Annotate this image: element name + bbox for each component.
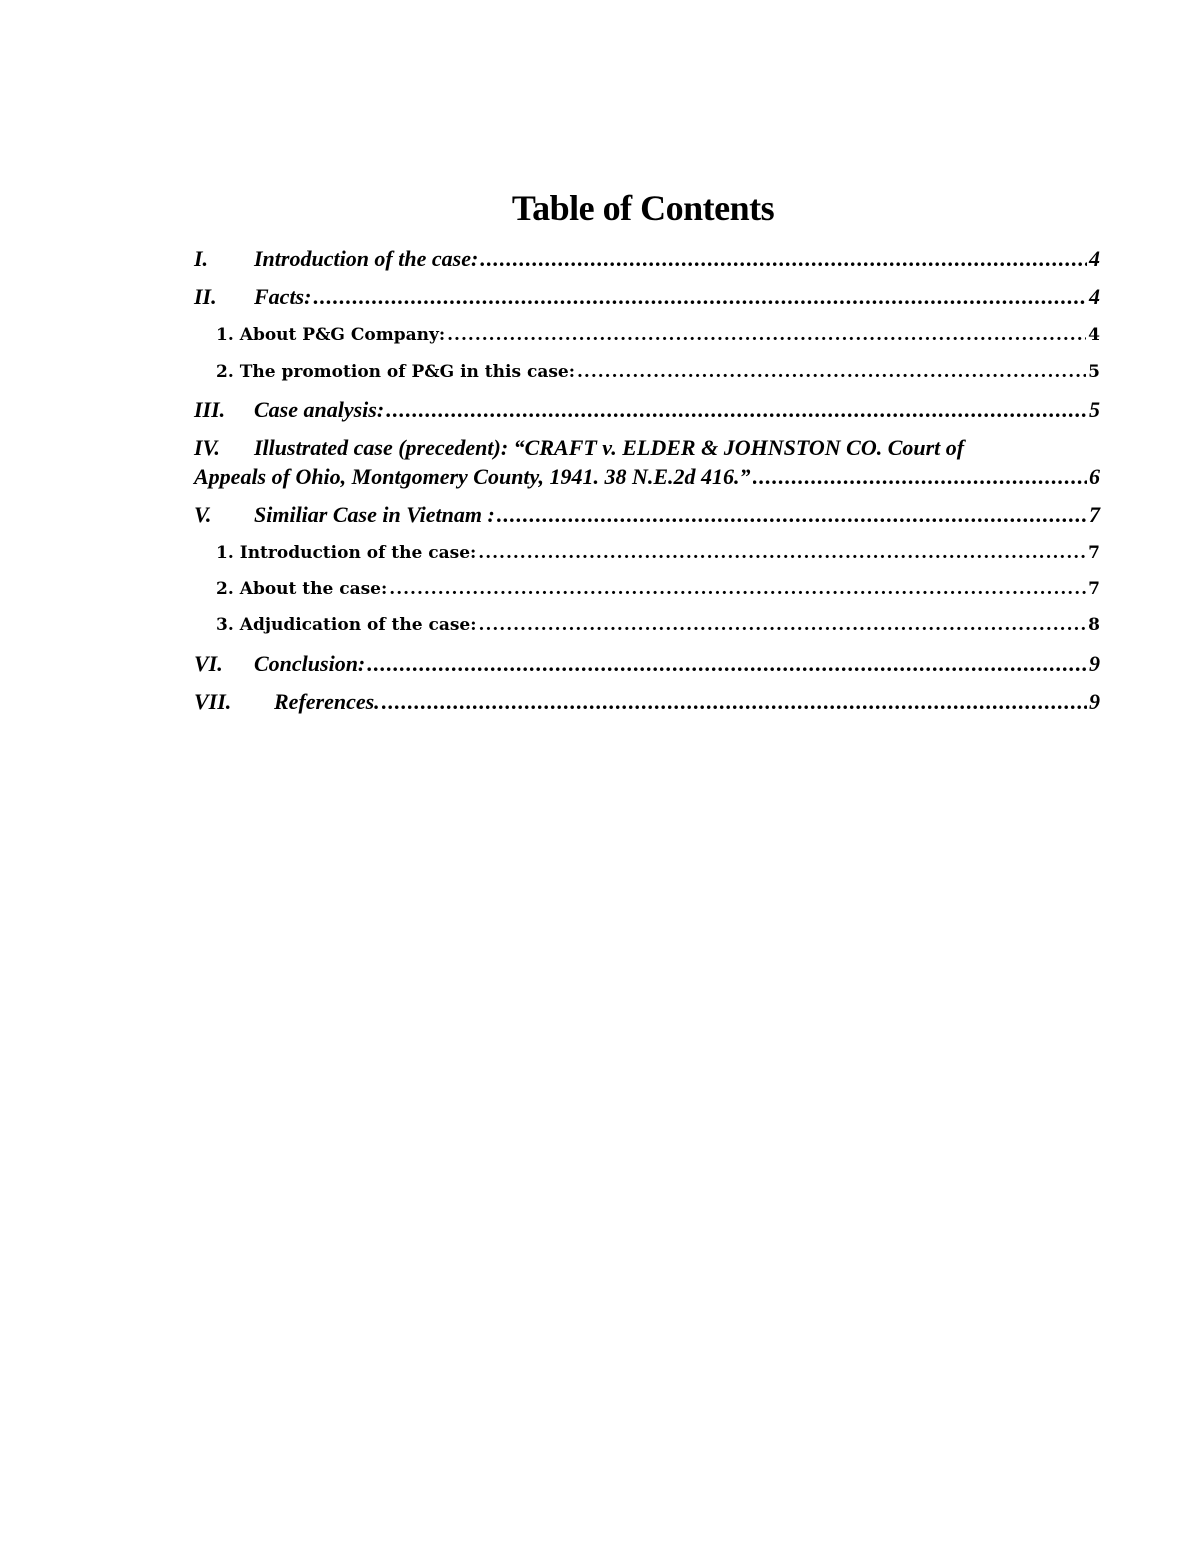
toc-entry-page: 5 <box>1088 362 1100 382</box>
toc-entry-conclusion[interactable] <box>194 651 1100 677</box>
toc-entry-vn-about-case[interactable] <box>194 578 1100 600</box>
toc-entry-number: 2. <box>216 579 234 599</box>
toc-entry-label: Similiar Case in Vietnam : <box>254 502 495 527</box>
toc-entry-number: VII. <box>194 689 232 714</box>
toc-entry-illustrated-case[interactable] <box>194 435 1100 490</box>
toc-entry-label: Introduction of the case: <box>239 543 477 563</box>
toc-entry-number: 3. <box>216 615 234 635</box>
toc-entry-references[interactable] <box>194 689 1100 715</box>
dot-leader <box>313 284 1087 310</box>
toc-entry-case-analysis[interactable] <box>194 397 1100 423</box>
toc-entry-page: 7 <box>1089 502 1100 527</box>
toc-entry-vn-introduction[interactable] <box>194 542 1100 564</box>
toc-entry-label: About the case: <box>239 579 388 599</box>
toc-entry-label: Conclusion: <box>254 651 366 676</box>
toc-entry-number: II. <box>194 284 217 309</box>
toc-entry-page: 7 <box>1088 543 1100 563</box>
toc-entry-number: I. <box>194 246 209 271</box>
toc-entry-label: The promotion of P&G in this case: <box>239 362 575 382</box>
dot-leader <box>367 651 1087 677</box>
dot-leader <box>447 324 1086 346</box>
dot-leader <box>389 578 1086 600</box>
toc-entry-number: VI. <box>194 651 223 676</box>
toc-entry-introduction[interactable] <box>194 246 1100 272</box>
toc-entry-similar-case-vietnam[interactable] <box>194 502 1100 528</box>
toc-entry-page: 4 <box>1088 325 1100 345</box>
dot-leader <box>478 542 1086 564</box>
toc-entry-label-line1: Illustrated case (precedent): “CRAFT v. ELDER & JOHNSTON CO. Court of <box>254 435 965 460</box>
dot-leader <box>577 361 1086 383</box>
toc-entry-facts[interactable] <box>194 284 1100 310</box>
dot-leader <box>382 689 1087 715</box>
toc-entry-page: 8 <box>1088 615 1100 635</box>
dot-leader <box>753 464 1087 490</box>
toc-entry-number: V. <box>194 502 212 527</box>
toc-entry-number: 1. <box>216 543 234 563</box>
toc-entry-page: 6 <box>1089 464 1100 489</box>
toc-entry-page: 4 <box>1089 246 1100 271</box>
toc-entry-page: 9 <box>1089 689 1100 714</box>
toc-entry-vn-adjudication[interactable] <box>194 614 1100 636</box>
toc-title: Table of Contents <box>511 188 775 228</box>
dot-leader <box>479 614 1087 636</box>
dot-leader <box>386 397 1087 423</box>
dot-leader <box>497 502 1087 528</box>
toc-entry-number: IV. <box>194 435 220 460</box>
toc-entry-label: Case analysis: <box>254 397 385 422</box>
toc-entry-page: 5 <box>1089 397 1100 422</box>
toc-entry-label-line2: Appeals of Ohio, Montgomery County, 1941. 38 N.E.2d 416.” <box>194 464 751 489</box>
toc-entry-page: 7 <box>1088 579 1100 599</box>
toc-entry-promotion-of-pg[interactable] <box>194 361 1100 383</box>
toc-entry-label: Introduction of the case: <box>254 246 479 271</box>
toc-entry-number: 1. <box>216 325 234 345</box>
toc-entry-label: Facts: <box>254 284 312 309</box>
toc-entry-number: 2. <box>216 362 234 382</box>
toc-entry-number: III. <box>194 397 226 422</box>
toc-entry-label: About P&G Company: <box>239 325 446 345</box>
toc-entry-about-pg-company[interactable] <box>194 324 1100 346</box>
toc-entry-label: Adjudication of the case: <box>239 615 477 635</box>
toc-entry-page: 9 <box>1089 651 1100 676</box>
toc-entry-page: 4 <box>1089 284 1100 309</box>
toc-entry-label: References. <box>274 689 380 714</box>
dot-leader <box>480 246 1087 272</box>
